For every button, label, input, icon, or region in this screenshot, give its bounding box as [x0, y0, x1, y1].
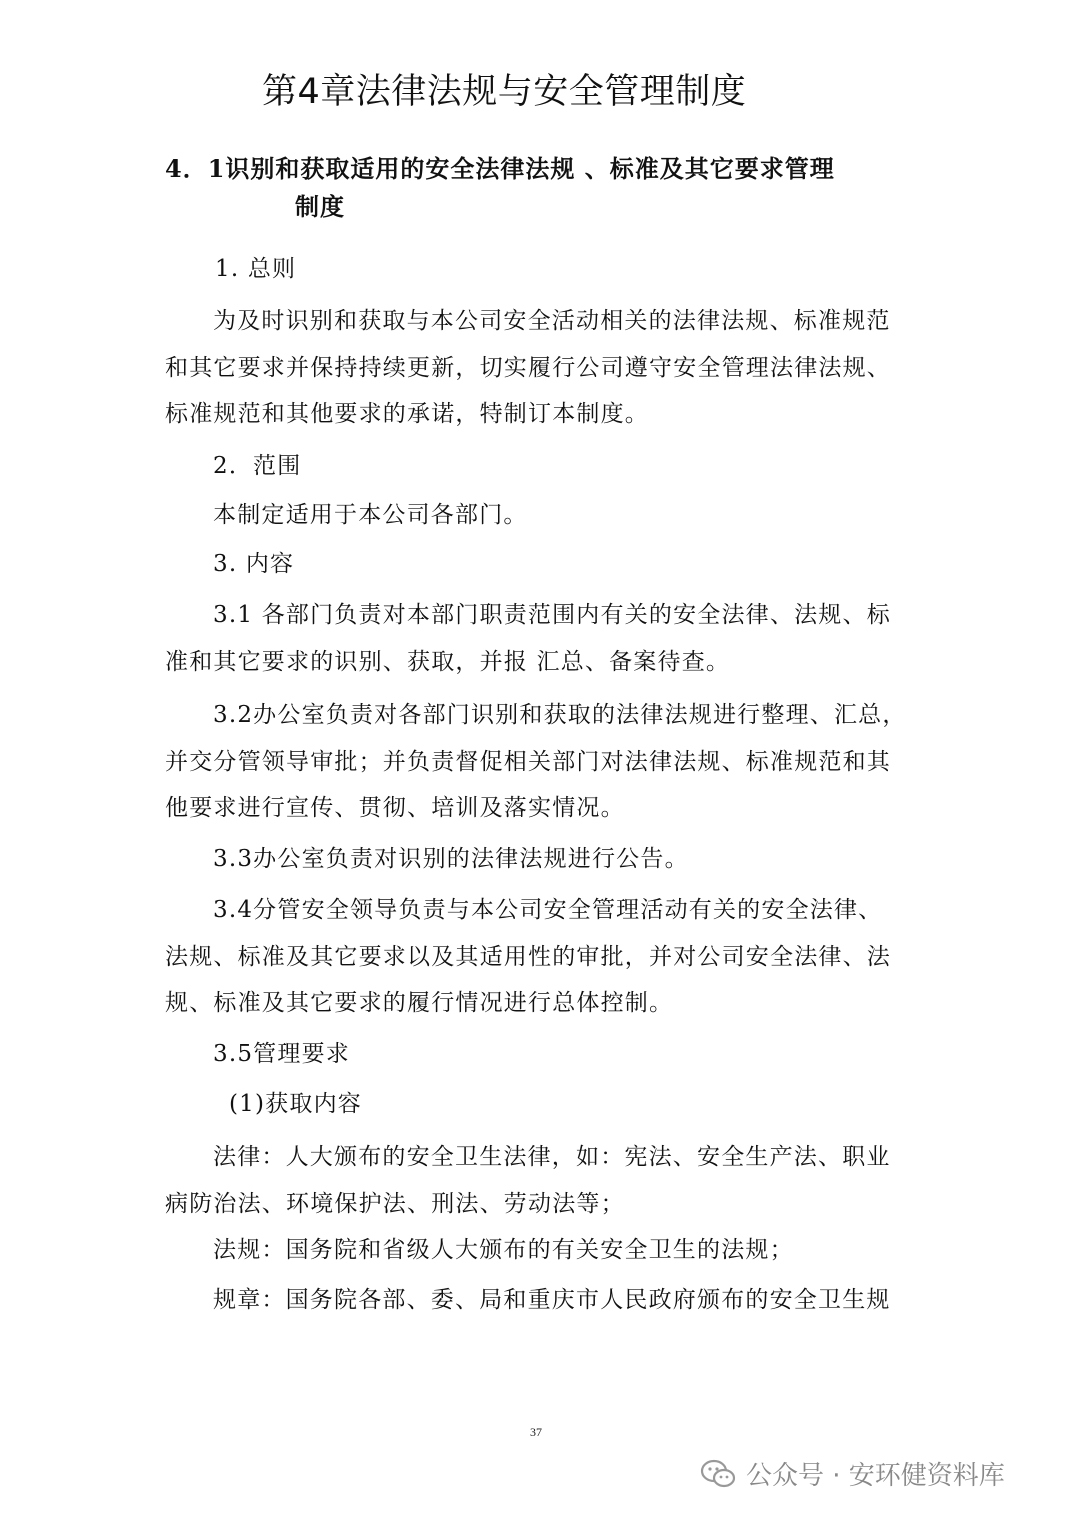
paragraph-line: 准和其它要求的识别、获取，并报 汇总、备案待查。: [165, 648, 731, 675]
paragraph-3-4: [165, 887, 920, 1027]
paragraph-line: 病防治法、环境保护法、刑法、劳动法等；: [165, 1190, 625, 1217]
paragraph-3-5-1: (1)获取内容: [229, 1091, 362, 1117]
paragraph-line: 和其它要求并保持持续更新，切实履行公司遵守安全管理法律法规、: [165, 354, 891, 381]
paragraph-regulation: 法规：国务院和省级人大颁布的有关安全卫生的法规；: [213, 1237, 794, 1263]
section-title-line-1: 4．1识别和获取适用的安全法律法规 、标准及其它要求管理: [165, 154, 835, 183]
watermark-text: 公众号 · 安环健资料库: [746, 1461, 1005, 1491]
heading-scope: 2．范围: [213, 453, 302, 479]
paragraph-line: 为及时识别和获取与本公司安全活动相关的法律法规、标准规范: [213, 308, 891, 334]
paragraph-3-5: 3.5管理要求: [213, 1041, 350, 1067]
paragraph-line: 3.2办公室负责对各部门识别和获取的法律法规进行整理、汇总，: [213, 702, 907, 728]
section-title-line-2: 制度: [295, 192, 345, 221]
paragraph-rules: 规章：国务院各部、委、局和重庆市人民政府颁布的安全卫生规: [213, 1287, 891, 1313]
watermark: [700, 1455, 1005, 1492]
paragraph-3-2: [165, 692, 920, 832]
paragraph-line: 法规、标准及其它要求以及其适用性的审批，并对公司安全法律、法: [165, 943, 891, 970]
section-title: [165, 150, 925, 226]
paragraph-3-3: 3.3办公室负责对识别的法律法规进行公告。: [213, 846, 689, 872]
wechat-icon: [700, 1459, 736, 1489]
paragraph-line: 3.1 各部门负责对本部门职责范围内有关的安全法律、法规、标: [213, 602, 891, 628]
paragraph-line: 标准规范和其他要求的承诺，特制订本制度。: [165, 401, 649, 427]
paragraph-line: 并交分管领导审批；并负责督促相关部门对法律法规、标准规范和其: [165, 748, 891, 775]
paragraph-line: 他要求进行宣传、贯彻、培训及落实情况。: [165, 795, 625, 821]
paragraph-line: 法律：人大颁布的安全卫生法律，如：宪法、安全生产法、职业: [213, 1144, 891, 1170]
paragraph-3-1: [165, 592, 920, 685]
heading-general: 1. 总则: [215, 256, 297, 282]
heading-content: 3. 内容: [213, 551, 295, 577]
paragraph-purpose: [165, 298, 920, 438]
paragraph-law: [165, 1134, 920, 1227]
paragraph-scope: 本制定适用于本公司各部门。: [213, 502, 528, 528]
paragraph-line: 规、标准及其它要求的履行情况进行总体控制。: [165, 990, 674, 1016]
paragraph-line: 3.4分管安全领导负责与本公司安全管理活动有关的安全法律、: [213, 897, 883, 923]
page-number: 37: [530, 1425, 542, 1439]
chapter-title: 第4章法律法规与安全管理制度: [262, 72, 747, 112]
